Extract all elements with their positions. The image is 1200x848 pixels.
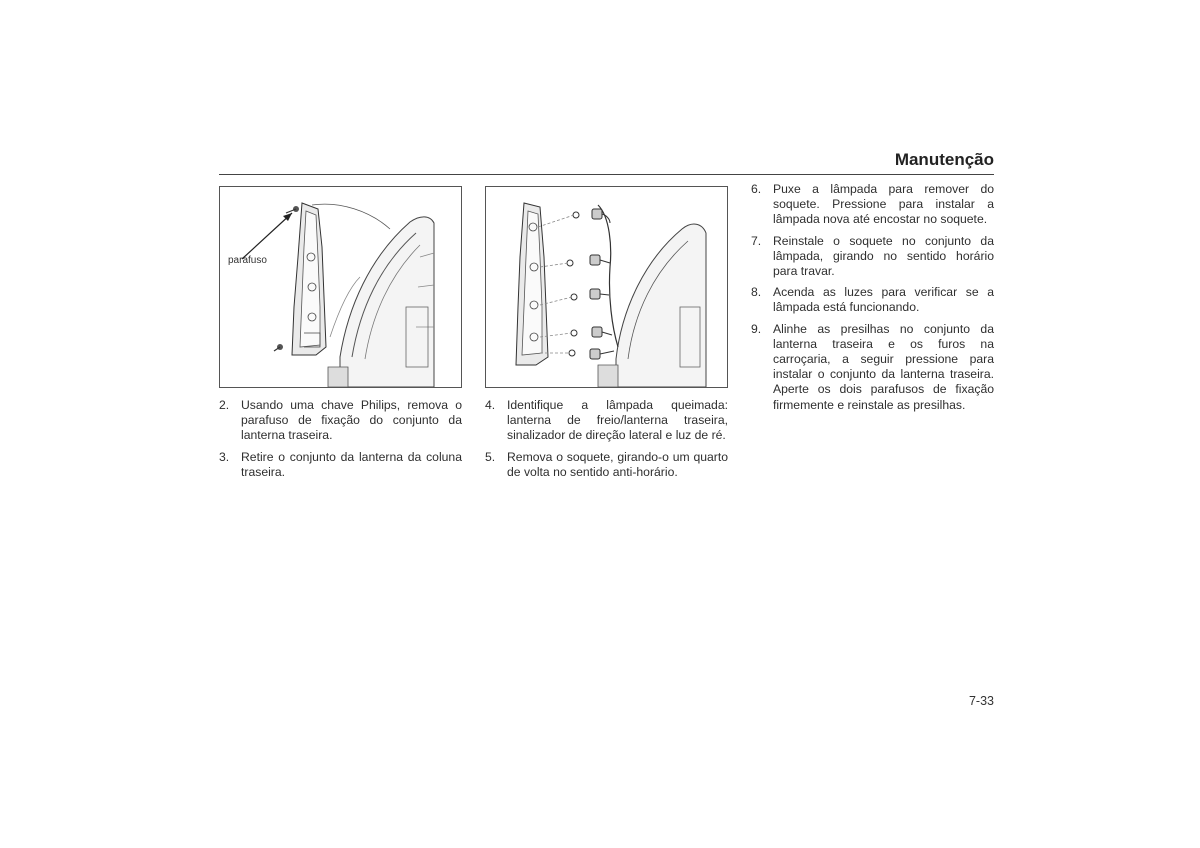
step-text: Usando uma chave Philips, remova o parafuso de fixação do conjunto da lanterna traseira. bbox=[241, 398, 462, 443]
tail-lamp-screw-illustration bbox=[220, 187, 461, 387]
instructions-column-2 bbox=[485, 398, 728, 486]
instructions-column-1 bbox=[219, 398, 462, 486]
step-text: Alinhe as presilhas no conjunto da lanterna traseira e os furos na carroçaria, a seguir pressione para instalar o conjunto da lanterna traseira. Aperte os dois parafusos de fixação firmemente e reinstale as presilhas. bbox=[773, 321, 994, 412]
step-number: 9. bbox=[751, 321, 762, 336]
instruction-step-6 bbox=[751, 182, 994, 228]
step-number: 8. bbox=[751, 285, 762, 300]
step-number: 7. bbox=[751, 233, 762, 248]
bulb-socket-row-4 bbox=[571, 327, 612, 337]
instruction-step-3 bbox=[219, 450, 462, 480]
step-text: Retire o conjunto da lanterna da coluna traseira. bbox=[241, 449, 462, 479]
figure-label-screw: parafuso bbox=[228, 255, 267, 266]
step-number: 3. bbox=[219, 449, 230, 464]
step-text: Puxe a lâmpada para remover do soquete. Pressione para instalar a lâmpada nova até encostar no soquete. bbox=[773, 182, 994, 227]
bulb-socket-row-2 bbox=[567, 255, 610, 266]
bulb-socket-row-5 bbox=[569, 349, 614, 359]
step-text: Reinstale o soquete no conjunto da lâmpada, girando no sentido horário para travar. bbox=[773, 233, 994, 279]
bulb-socket-row-3 bbox=[571, 289, 609, 300]
bulb-sockets-illustration bbox=[486, 187, 727, 387]
page-header-title: Manutenção bbox=[894, 150, 994, 169]
figure-tail-lamp-screw bbox=[219, 186, 462, 388]
instruction-step-7 bbox=[751, 234, 994, 280]
figure-bulb-sockets bbox=[485, 186, 728, 388]
instruction-step-4 bbox=[485, 398, 728, 444]
step-text: Remova o soquete, girando-o um quarto de volta no sentido anti-horário. bbox=[507, 449, 728, 479]
step-number: 4. bbox=[485, 398, 496, 412]
instruction-step-9 bbox=[751, 322, 994, 413]
step-text: Acenda as luzes para verificar se a lâmpada está funcionando. bbox=[773, 285, 994, 315]
step-text: Identifique a lâmpada queimada: lanterna de freio/lanterna traseira, sinalizador de direção lateral e luz de ré. bbox=[507, 398, 728, 443]
screw-icon bbox=[286, 206, 299, 213]
instructions-column-3 bbox=[751, 182, 994, 419]
instruction-step-2 bbox=[219, 398, 462, 444]
step-number: 6. bbox=[751, 182, 762, 196]
header-divider bbox=[219, 174, 994, 175]
instruction-step-5 bbox=[485, 450, 728, 480]
page-number: 7-33 bbox=[968, 694, 994, 708]
step-number: 5. bbox=[485, 449, 496, 464]
instruction-step-8 bbox=[751, 285, 994, 315]
step-number: 2. bbox=[219, 398, 230, 412]
